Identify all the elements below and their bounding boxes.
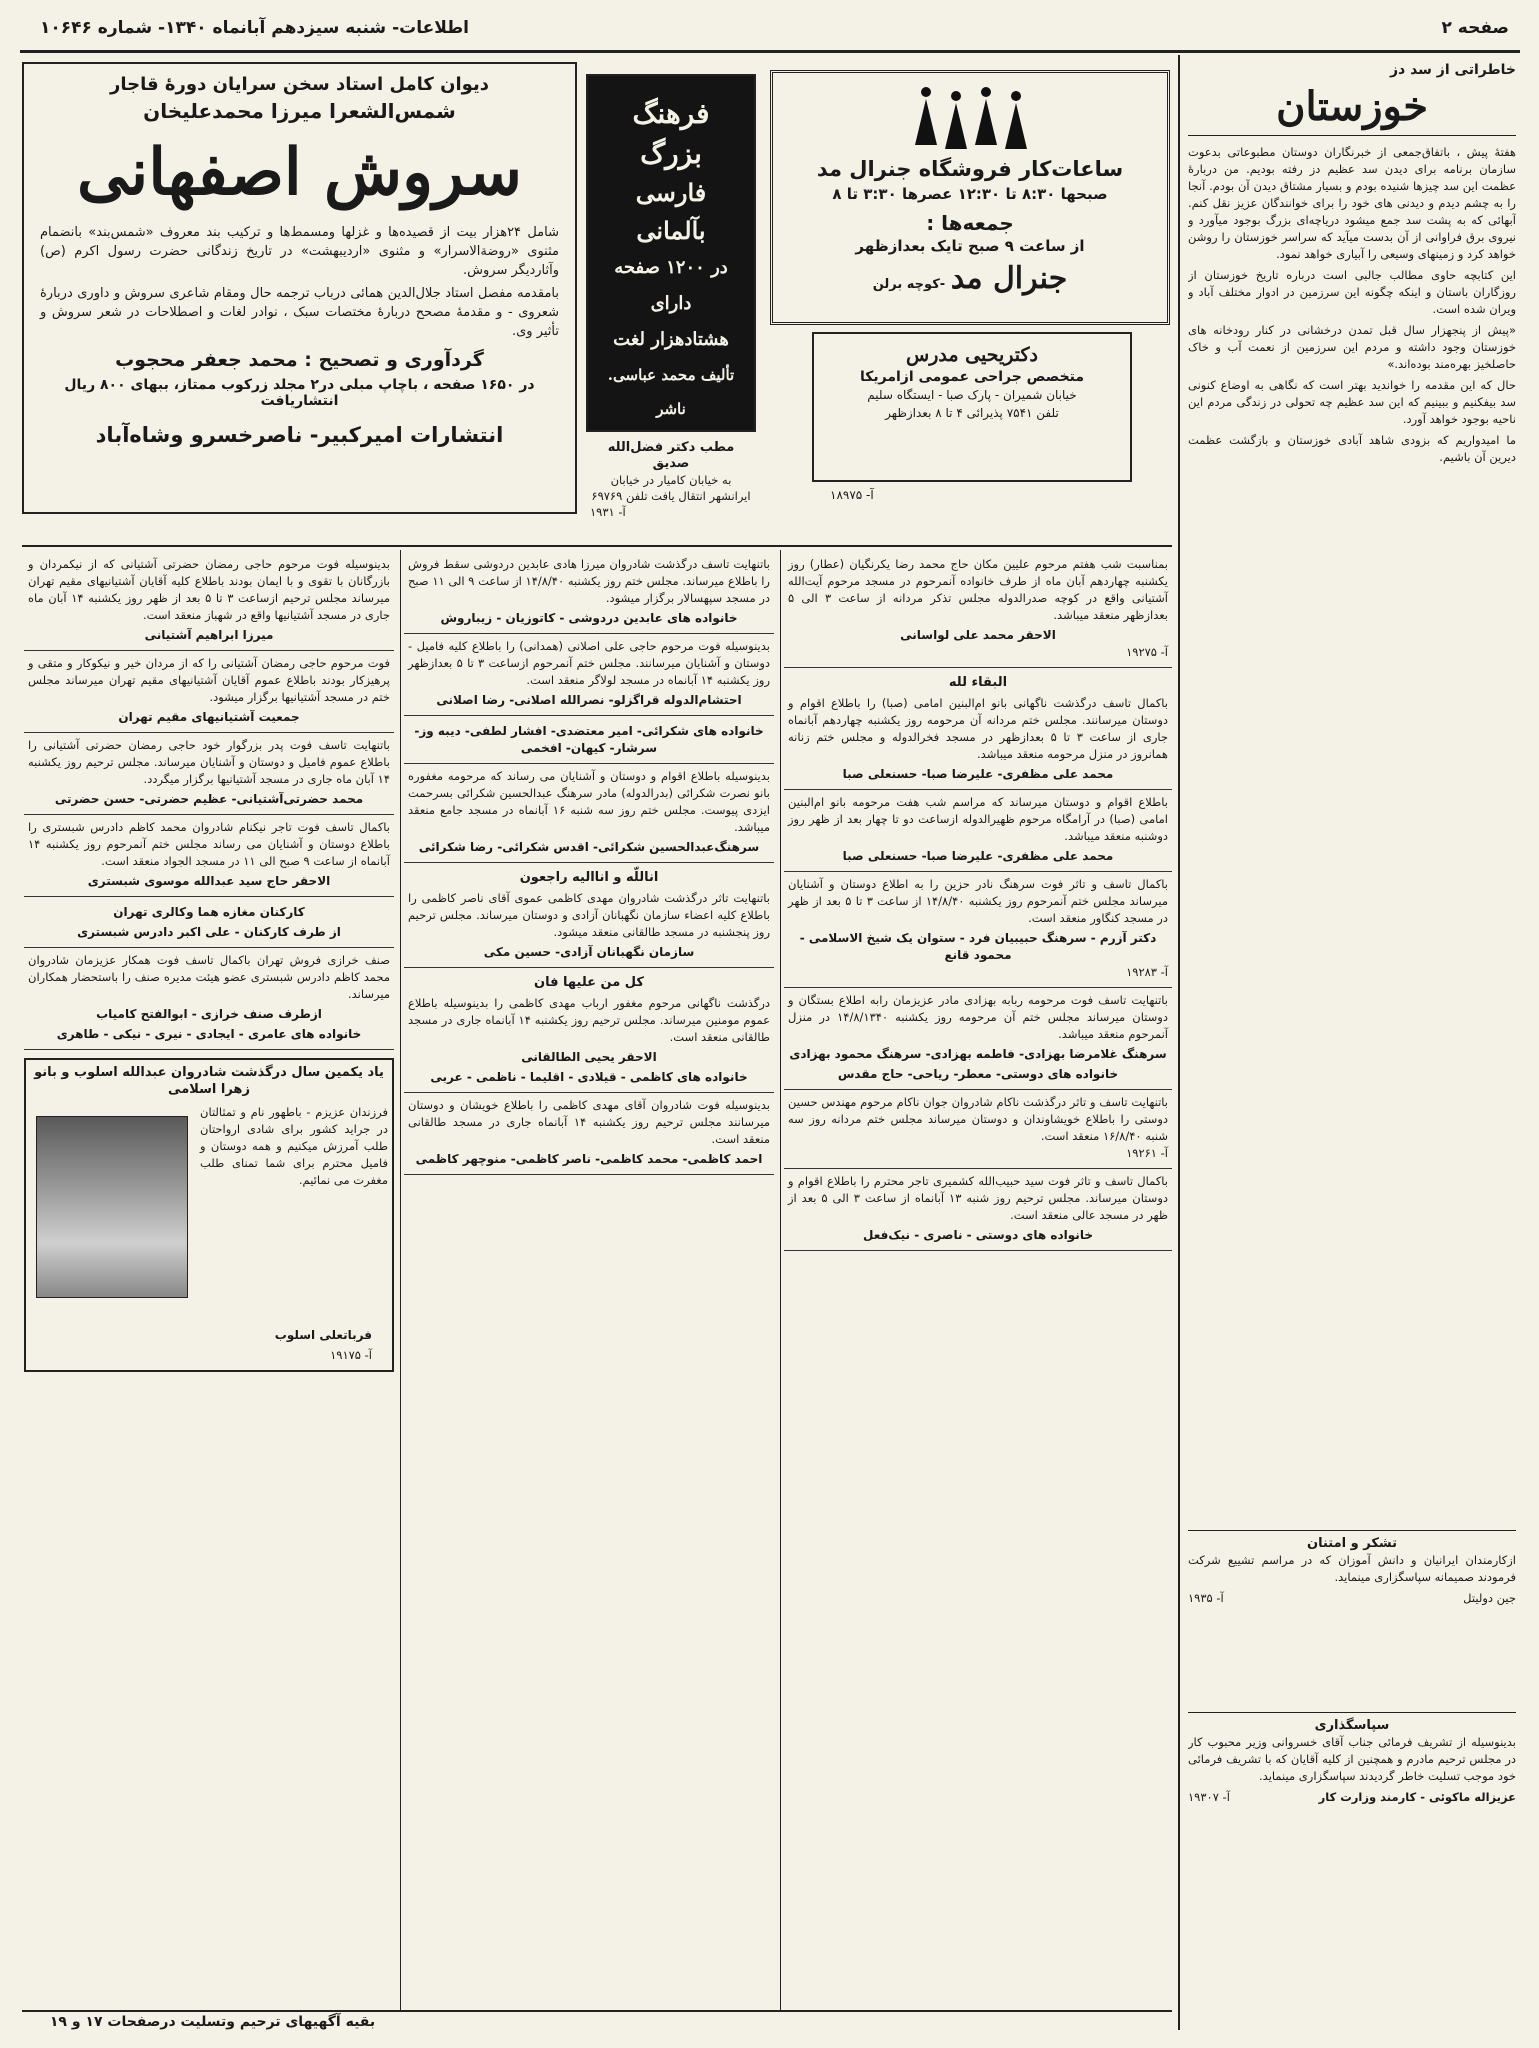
gm-friday: از ساعت ۹ صبح تایک بعدازظهر xyxy=(855,237,1085,255)
modarres-address: خیابان شمیران - پارک صبا - ایستگاه سلیم xyxy=(867,388,1077,402)
notice-abedin: باتنهایت تاسف درگذشت شادروان میرزا هادی عابدین دردوشی سقط فروش را باطلاع میرساند. مجلس ختم روز یکشنبه ۱۴/۸/۴۰ از ساعت ۹ الی ۱۱ صبح در مسجد سپهسالار برگزار میشود. خانواده های عابدین دردوشی - کاتوزیان - زیباروش xyxy=(404,552,774,634)
dict-line2: فارسی بآلمانی xyxy=(635,178,707,245)
gratitude-title: سپاسگذاری xyxy=(1314,1718,1390,1733)
modarres-name: دکتریحیی مدرس xyxy=(906,344,1038,366)
modarres-phone: تلفن ۷۵۴۱ پذیرائی ۴ تا ۸ بعدازظهر xyxy=(885,406,1059,420)
anniversary-notice xyxy=(24,1058,394,1372)
notices-top-rule xyxy=(22,545,1172,547)
doctor-modarres-ad xyxy=(812,332,1132,482)
masthead: اطلاعات- شنبه سیزدهم آبانماه ۱۳۴۰- شماره ۱۰۶۴۶ xyxy=(40,18,469,38)
thanks-title: تشکر و امتنان xyxy=(1307,1536,1397,1551)
khuzestan-body: هفتهٔ پیش ، باتفاق‌جمعی از خبرنگاران دوستان مطبوعاتی بدعوت سازمان برنامه برای دیدن سد عظیم دز رفته بودیم. من دربارهٔ عظمت این سد چیزها شنیده بودم و بسیار مشتاق دیدن آن بودم. آنجا را به چشم دیدم و دیدنی های خود را برای خوانندگان عزیز نقل کنم. آبهائی که به پشت سد جمع میشود دریاچه‌ای بزرگ بوجود میآورد و نیروی برق فراوانی از آن بدست میآید که سراسر خوزستان را روشن خواهد کرد و زمینهای وسیعی را آبیاری خواهد نمود. xyxy=(1188,145,1516,261)
thanks-body: ازکارمندان ایرانیان و دانش آموزان که در مراسم تشییع شرکت فرمودند صمیمانه سپاسگزاری مینماید. xyxy=(1188,1553,1516,1584)
khuzestan-p1: این کتابچه حاوی مطالب جالبی است درباره تاریخ خوزستان از روزگاران باستان و اینکه چگونه این سرزمین در ادوار مختلف آباد و ویران شده است. xyxy=(1188,268,1516,316)
gratitude-body: بدینوسیله از تشریف فرمائی جناب آقای خسروانی وزیر محبوب کار در مجلس ترحیم مادرم و همچنین از کلیه آقایان که با تشریف فرمائی خود موجب تسلیت خاطر گردیدند سپاسگزاری مینماید. xyxy=(1188,1735,1516,1783)
notices-column-left xyxy=(24,552,394,2022)
gm-hours-title: ساعات‌کار فروشگاه جنرال مد xyxy=(816,157,1124,181)
gratitude-code: آ- ۱۹۳۰۷ xyxy=(1188,1790,1230,1804)
dictionary-ad xyxy=(586,74,756,432)
khuzestan-p3: حال که این مقدمه را خواندید بهتر است که نگاهی به اوضاع کنونی سد بیفکنیم و ببینیم که این سد عظیم چه تحولی در زندگی مردم این ناحیه بوجود خواهد آورد. xyxy=(1188,378,1516,426)
sorush-intro: بامقدمه مفصل استاد جلال‌الدین همائی درباب ترجمه حال ومقام شاعری سروش و داوری دربارهٔ شعروی - و مقدمهٔ مصحح دربارهٔ مختصات سبک ، نوادر لغات و اصطلاحات در شعر سروش و تأثیر وی. xyxy=(40,286,559,339)
column-rule-right xyxy=(1178,55,1180,2030)
header-rule xyxy=(20,50,1520,53)
thanks-notice xyxy=(1188,1530,1516,1705)
dict-line5: تألیف محمد عباسی. ناشر xyxy=(607,366,735,418)
portrait-photo xyxy=(36,1116,188,1298)
sorush-ad xyxy=(22,62,577,514)
footer-rule xyxy=(22,2010,1172,2012)
notice-hazin: باکمال تاسف و تاثر فوت سرهنگ نادر حزین را به اطلاع دوستان و آشنایان میرساند مجلس ختم آنمرحوم روز یکشنبه ۱۴/۸/۴۰ از ساعت ۳ تا ۵ بعد از ظهر در مسجد کنگاور منعقد است. دکتر آزرم - سرهنگ حبیبیان فرد - ستوان یک شیخ الاسلامی - محمود قانع آ- ۱۹۲۸۳ xyxy=(784,872,1172,988)
modarres-spec: متخصص جراحی عمومی ازامریکا xyxy=(859,369,1085,385)
anniversary-body: فرزندان عزیزم - باطهور نام و تمثالتان در جراید کشور برای شادی ارواحتان طلب آمرزش میکنیم و همه دوستان و فامیل محترم برای شما تمنای طلب مغفرت می نمائیم. xyxy=(200,1105,388,1187)
notice-shokraei-families: خانواده های شکرائی- امیر معتضدی- افشار لطفی- دیبه وز- سرشار- کیهان- افخمی xyxy=(404,716,774,764)
sorush-line2: شمس‌الشعرا میرزا محمدعلیخان xyxy=(143,99,456,123)
doctor-sadigh-ad xyxy=(586,438,756,533)
general-mode-ad xyxy=(770,70,1170,325)
notice-dadres-1: باکمال تاسف فوت تاجر نیکنام شادروان محمد کاظم دادرس شبستری را باطلاع دوستان و آشنایان می رساند مجلس ختم آنمرحوم روز یکشنبه ۱۴ آبانماه از ساعت ۹ صبح الی ۱۱ در مسجد الجواد منعقد است. الاحقر حاج سید عبدالله موسوی شبستری xyxy=(24,815,394,897)
sorush-editor: گردآوری و تصحیح : محمد جعفر محجوب xyxy=(115,349,484,371)
notice-kazemi-2: کل من علیها فان درگذشت ناگهانی مرحوم مغفور ارباب مهدی کاظمی را بدینوسیله باطلاع عموم مومنین میرساند. مجلس ترحیم روز یکشنبه ۱۴ آبانماه جاری در مسجد طالقانی منعقد است. الاحقر یحیی الطالقانی خانواده های کاظمی - قیلادی - اقلیما - ناظمی - عربی xyxy=(404,968,774,1093)
thanks-code: آ- ۱۹۳۵ xyxy=(1188,1591,1224,1605)
notice-dousti: باتنهایت تاسف و تاثر درگذشت ناکام شادروان جوان ناکام مرحوم مهندس حسین دوستی را باطلاع خویشاوندان و دوستان میرساند مجلس ختم مردانه روز سه شنبه ۱۶/۸/۴۰ منعقد است. آ- ۱۹۲۶۱ xyxy=(784,1090,1172,1169)
notice-yekrangian: بمناسبت شب هفتم مرحوم علیین مکان حاج محمد رضا یکرنگیان (عطار) روز یکشنبه چهاردهم آبان ماه از طرف خانواده آنمرحوم در مسجد مرحوم آیت‌الله آشتیانی واقع در کوچه صدرالدوله مجلس تذکر مردانه از ساعت ۳ الی ۵ بعدازظهر منعقد میباشد. الاحقر محمد علی لواسانی آ- ۱۹۲۷۵ xyxy=(784,552,1172,668)
anniversary-code: آ- ۱۹۱۷۵ xyxy=(330,1348,372,1362)
dict-line4: هشتادهزار لغت xyxy=(613,329,729,350)
footer-continuation: بقیه آگهیهای ترحیم وتسلیت درصفحات ۱۷ و ۱۹ xyxy=(49,2014,376,2030)
notice-saba-2: باطلاع اقوام و دوستان میرساند که مراسم شب هفت مرحومه بانو ام‌البنین امامی (صبا) در آرامگاه مرحوم ظهیرالدوله ازساعت دو تا چهار بعد از ظهر روز دوشنبه منعقد میباشد. محمد علی مظفری- علیرضا صبا- حسنعلی صبا xyxy=(784,790,1172,872)
notice-shokraei: بدینوسیله باطلاع اقوام و دوستان و آشنایان می رساند که مرحومه مغفوره بانو نصرت شکرائی (بدرالدوله) مادر سرهنگ عبدالحسین شکرائی بسرحمت ایزدی پیوست. مجلس ختم روز سه شنبه ۱۶ آبانماه در مسجد جامع منعقد میباشد. سرهنگ‌عبدالحسین شکرائی- اقدس شکرائی- رضا شکرائی xyxy=(404,764,774,863)
dict-line6 xyxy=(598,426,744,432)
general-mode-logo xyxy=(785,83,1155,153)
khuzestan-article xyxy=(1188,62,1516,1517)
modarres-code: آ- ۱۸۹۷۵ xyxy=(830,488,874,502)
sorush-line1: دیوان کامل استاد سخن سرایان دورهٔ قاجار xyxy=(110,74,489,95)
notice-dadres-2: کارکنان مغازه هما وکالری تهران از طرف کارکنان - علی اکبر دادرس شبستری xyxy=(24,897,394,948)
notice-ashtiani-1: بدینوسیله فوت مرحوم حاجی رمضان حضرتی آشتیانی که از نیکمردان و بازرگانان با تقوی و با ایمان بودند باطلاع کلیه آقایان آشتیانیهای مقیم تهران میرساند مجلس ترحیم ازساعت ۳ تا ۵ بعد از ظهر روز یکشنبه ۱۴ آبان ماه جاری در مسجد آشتیانیها واقع در شهباز منعقد است. میرزا ابراهیم آشتیانی xyxy=(24,552,394,651)
column-rule-1 xyxy=(400,550,401,2010)
column-rule-2 xyxy=(780,550,781,2010)
notice-behzadi: باتنهایت تاسف فوت مرحومه ربابه بهزادی مادر عزیزمان رابه اطلاع بستگان و دوستان میرساند مجلس ختم آن مرحومه روز یکشنبه ۱۴/۸/۱۳۴۰ در منزل آنمرحوم منعقد میباشد. سرهنگ غلامرضا بهزادی- فاطمه بهزادی- سرهنگ محمود بهزادی خانواده های دوستی- معطر- ریاحی- حاج مقدس xyxy=(784,988,1172,1090)
khuzestan-p2: «پیش از پنجهزار سال قبل تمدن درخشانی در کنار رودخانه های خوزستان وجود داشته و مردم این سرزمین از نعمت آب و خاک حاصلخیز بهره‌مند بوده‌اند.» xyxy=(1188,323,1516,371)
notice-saba-1: البقاء لله باکمال تاسف درگذشت ناگهانی بانو ام‌البنین امامی (صبا) را باطلاع اقوام و دوستان میرسانند. مجلس ختم مردانه آن مرحومه روز یکشنبه چهاردهم آبانماه جاری از ساعت ۳ تا ۵ بعدازظهر در مسجد فخرالدوله و مجلس ختم زنانه همانروز در منزل مرحومه منعقد میباشد. محمد علی مظفری- علیرضا صبا- حسنعلی صبا xyxy=(784,668,1172,790)
sadigh-title: مطب دکتر فضل‌الله صدیق xyxy=(607,440,735,471)
gm-friday-title: جمعه‌ها : xyxy=(926,211,1014,235)
dict-line3: در ۱۲۰۰ صفحه دارای xyxy=(614,257,728,314)
notices-column-right xyxy=(784,552,1172,2022)
khuzestan-p4: ما امیدواریم که بزودی شاهد آبادی خوزستان و بازگشت عظمت دیرین آن باشیم. xyxy=(1188,433,1516,464)
notice-kazemi-1: اناللّه و اناالیه راجعون باتنهایت تاثر درگذشت شادروان مهدی کاظمی عموی آقای ناصر کاظمی را باطلاع کلیه اعضاء سازمان نگهبانان آزادی و دوستان میرساند. مجلس ترحیم روز پنجشنبه در مسجد طالقانی منعقد میشود. سازمان نگهبانان آزادی- حسین مکی xyxy=(404,863,774,968)
gm-hours: صبحها ۸:۳۰ تا ۱۲:۳۰ عصرها ۳:۳۰ تا ۸ xyxy=(832,185,1108,203)
notice-eslani: بدینوسیله فوت مرحوم حاجی علی اصلانی (همدانی) را باطلاع کلیه فامیل - دوستان و آشنایان میرسانند. مجلس ختم آنمرحوم ازساعت ۳ تا ۵ بعدازظهر روز یکشنبه ۱۴ آبانماه در مسجد لولاگر منعقد است. احتشام‌الدوله قراگزلو- نصرالله اصلانی- رضا اصلانی xyxy=(404,634,774,716)
sorush-publisher: انتشارات امیرکبیر- ناصرخسرو وشاه‌آباد xyxy=(95,423,504,447)
notice-ashtiani-2: فوت مرحوم حاجی رمضان آشتیانی را که از مردان خیر و نیکوکار و متقی و پرهیزکار بودند باطلاع عموم آقایان آشتیانیهای مقیم تهران میرساند مجلس ختم در مسجد آشتیانیها برگزار میشود. جمعیت آشتیانیهای مقیم تهران xyxy=(24,651,394,733)
khuzestan-kicker: خاطراتی از سد دز xyxy=(1389,62,1516,78)
notices-column-middle xyxy=(404,552,774,2022)
notice-ashtiani-3: باتنهایت تاسف فوت پدر بزرگوار خود حاجی رمضان حضرتی آشتیانی را باطلاع عموم فامیل و دوستان و آشنایان میرساند. مجلس ترحیم روز یکشنبه ۱۴ آبان ماه جاری در مسجد آشتیانیها برگزار میگردد. محمد حضرتی‌آشتیانی- عظیم حضرتی- حسن حضرتی xyxy=(24,733,394,815)
notice-kharazi: صنف خرازی فروش تهران باکمال تاسف فوت همکار عزیزمان شادروان محمد کاظم دادرس شبستری عضو هیئت مدیره صنف را باستحضار همکاران میرساند. ازطرف صنف خرازی - ابوالفتح کامیاب خانواده های عامری - ایجادی - نیری - نیکی - طاهری xyxy=(24,948,394,1050)
notice-kazemi-3: بدینوسیله فوت شادروان آقای مهدی کاظمی را باطلاع خویشان و دوستان میرسانند مجلس ترحیم روز یکشنبه ۱۴ آبانماه جاری در مسجد طالقانی منعقد است. احمد کاظمی- محمد کاظمی- ناصر کاظمی- منوچهر کاظمی xyxy=(404,1093,774,1175)
sadigh-body: به خیابان کامیار در خیابان ایرانشهر انتقال یافت تلفن ۶۹۷۶۹ xyxy=(591,473,751,503)
dict-line1: فرهنگ بزرگ xyxy=(632,97,710,170)
khuzestan-title: خوزستان xyxy=(1188,79,1516,136)
sorush-specs: در ۱۶۵۰ صفحه ، باچاپ مبلی در۲ مجلد زرکوب ممتاز، ببهای ۸۰۰ ریال انتشاریافت xyxy=(64,377,535,409)
thanks-signature: جین دولیتل xyxy=(1463,1591,1516,1605)
anniversary-signature: فرباتعلی اسلوب xyxy=(274,1328,372,1342)
anniversary-title: یاد یکمین سال درگذشت شادروان عبدالله اسلوب و بانو زهرا اسلامی xyxy=(34,1065,384,1097)
gratitude-signature: عزیزاله ماکوئی - کارمند وزارت کار xyxy=(1318,1790,1516,1804)
gratitude-notice xyxy=(1188,1712,1516,2017)
notice-keshmiri: باکمال تاسف و تاثر فوت سید حبیب‌الله کشمیری تاجر محترم را باطلاع اقوام و دوستان میرساند. مجلس ترحیم روز شنبه ۱۳ آبانماه از ساعت ۳ الی ۵ بعد از ظهر در مسجد عالی منعقد است. خانواده های دوستی - ناصری - نیک‌فعل xyxy=(784,1169,1172,1251)
gm-brand: جنرال مد xyxy=(950,261,1068,296)
sorush-title: سروش اصفهانی xyxy=(77,135,522,210)
gm-street: -کوچه برلن xyxy=(872,277,946,292)
sorush-desc: شامل ۲۴هزار بیت از قصیده‌ها و غزلها ومسمط‌ها و ترکیب بند معروف «شمس‌بند» بانضمام مثنوی «روضة‌الاسرار» و مثنوی «اردیبهشت» در تاریخ زندگانی حضرت رسول اکرم (ص) وآثاردیگر سروش. xyxy=(40,225,559,278)
sadigh-code: آ- ۱۹۳۱ xyxy=(590,505,626,519)
page-number: صفحه ۲ xyxy=(1441,18,1509,38)
